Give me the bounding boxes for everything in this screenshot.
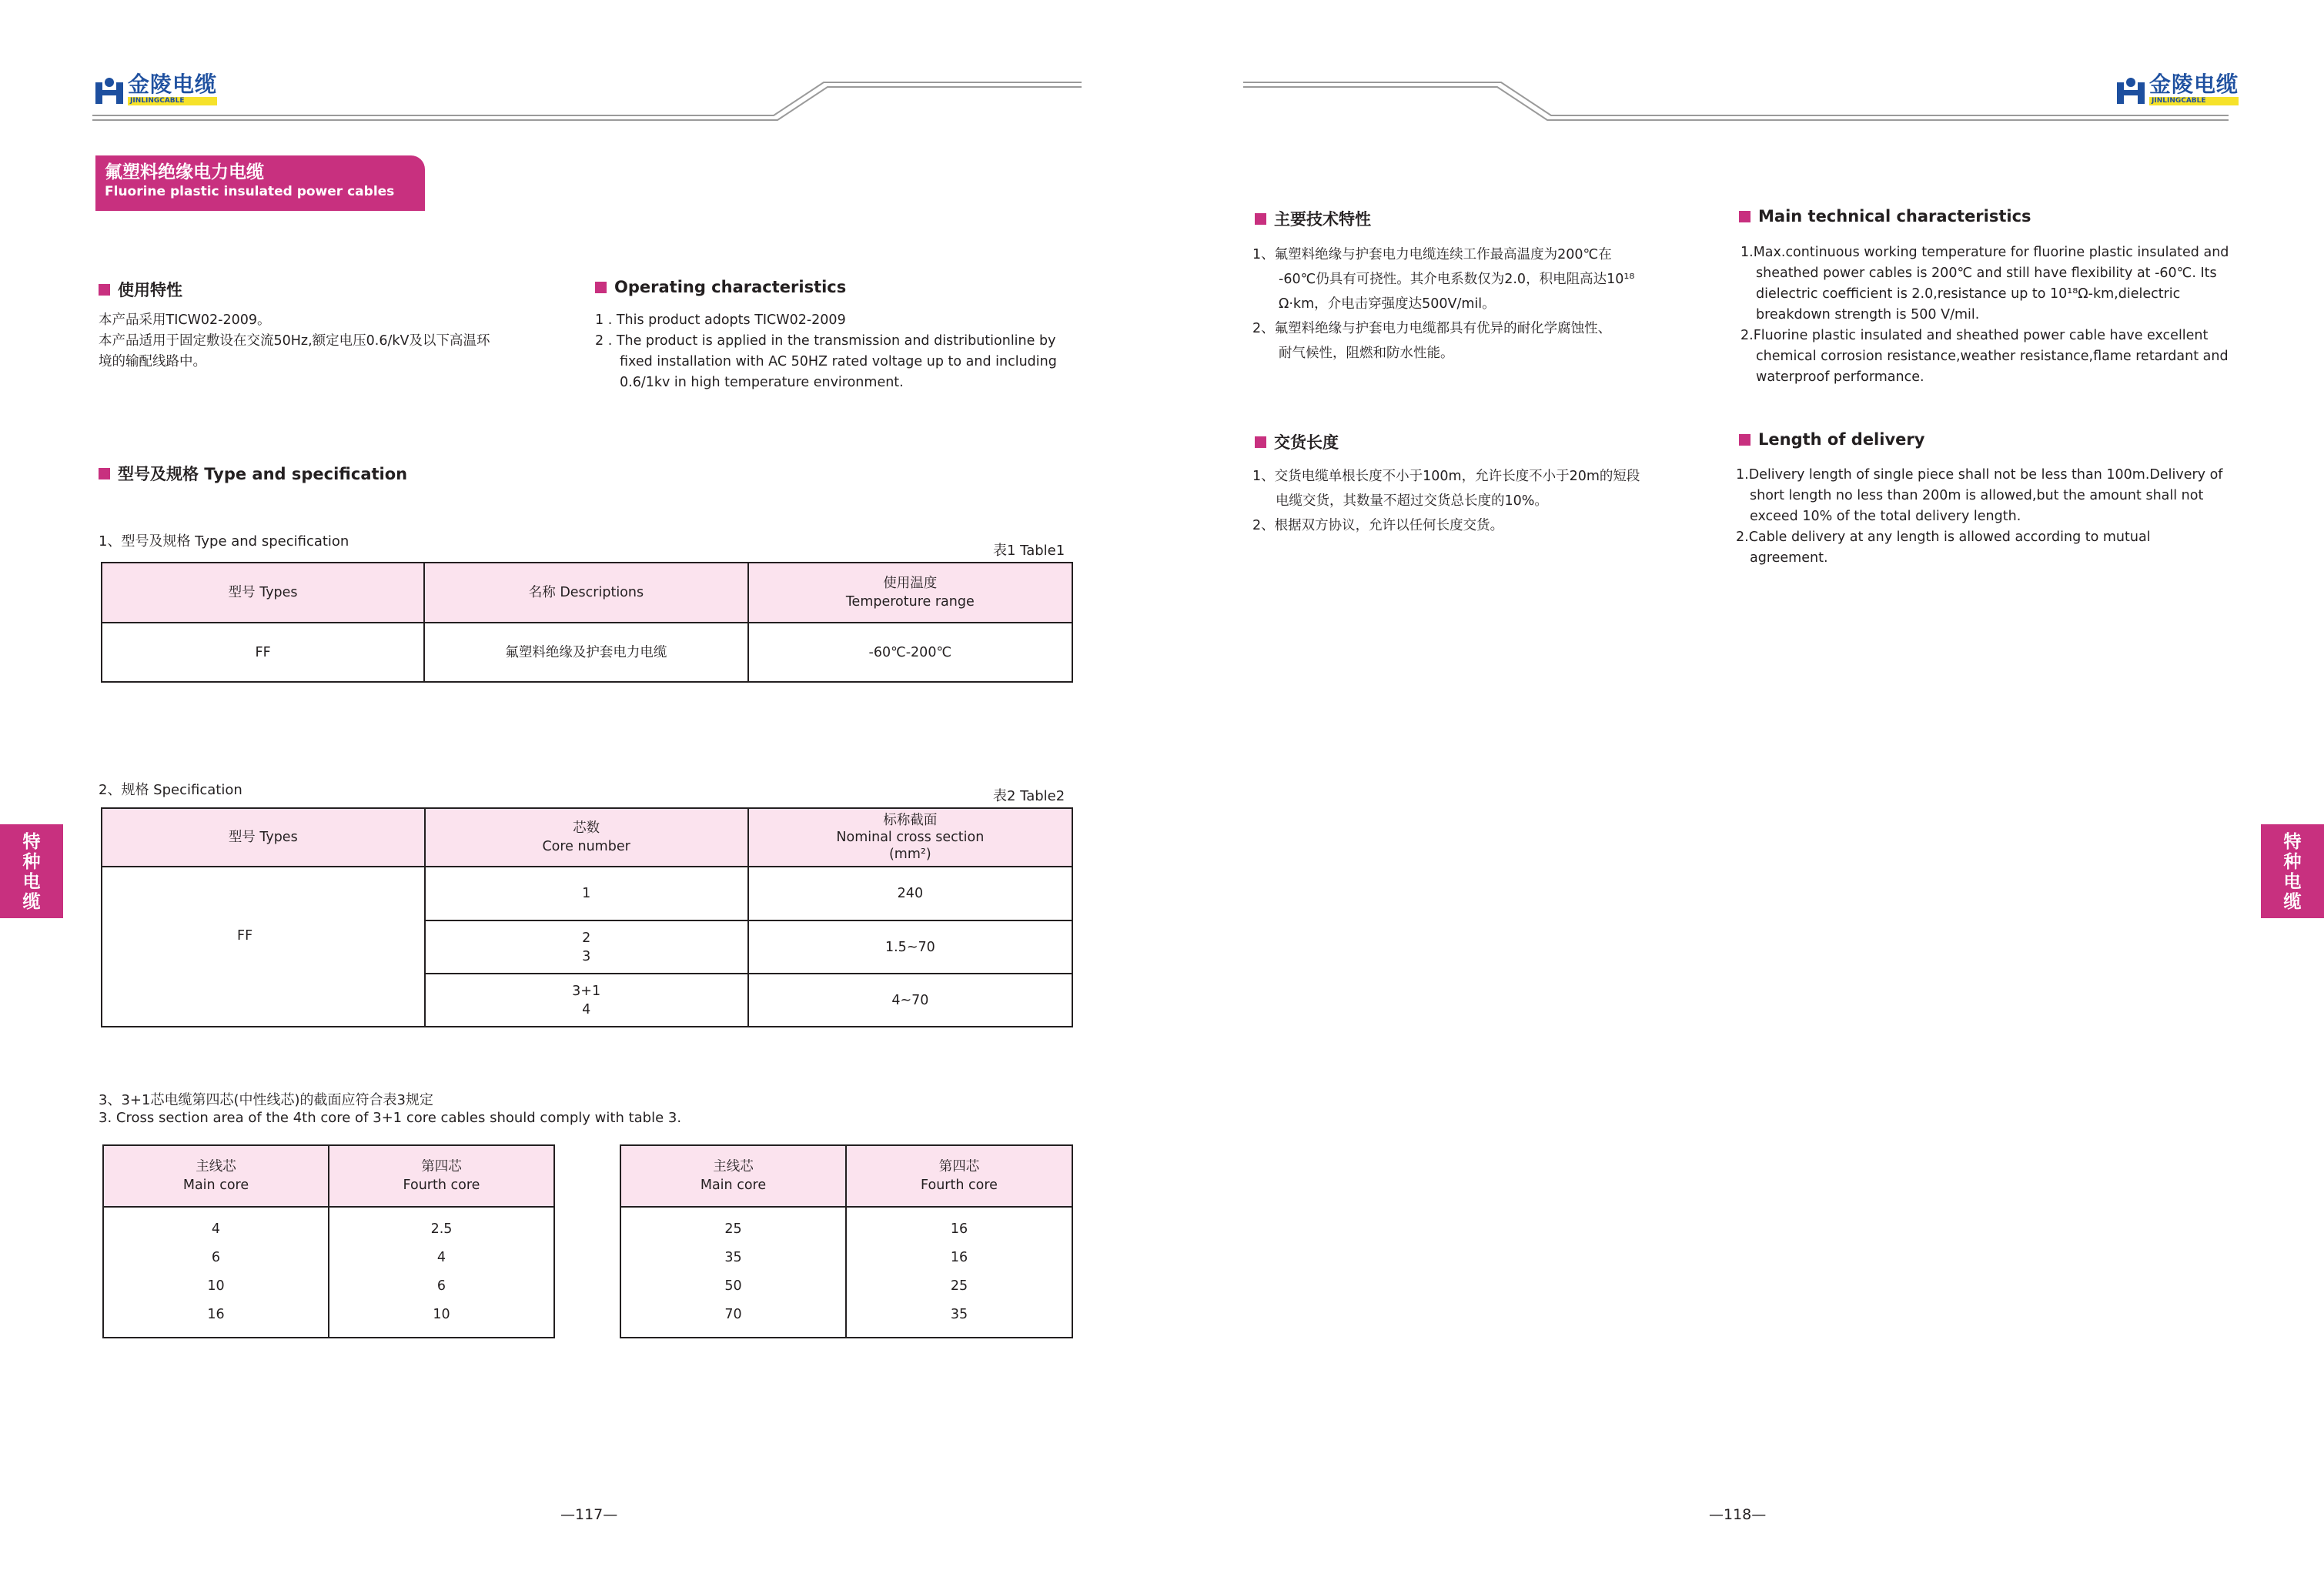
table-3-left xyxy=(102,1144,555,1338)
brand-name-cn: 金陵电缆 xyxy=(2149,72,2239,97)
bullet-square-icon xyxy=(99,468,110,479)
table2-cell: 240 xyxy=(748,867,1072,920)
table-3-right xyxy=(620,1144,1073,1338)
tech-text-cn: 1、氟塑料绝缘与护套电力电缆连续工作最高温度为200℃在 -60℃仍具有可挠性。其介电系数仅为2.0，积电阻高达10¹⁸ Ω·km，介电击穿强度达500V/mil。 2、氟塑料绝缘与护套电力电缆都具有优异的耐化学腐蚀性、 耐气候性，阻燃和防水性能。 xyxy=(1252,247,1635,361)
delivery-text-en: 1.Delivery length of single piece shall not be less than 100m.Delivery of short length no less than 200m is allowed,but the amount shall not exceed 10% of the total delivery length. 2.Cable delivery at any length is allowed according to mutual agreement. xyxy=(1736,467,2223,566)
tech-heading-en: Main technical characteristics xyxy=(1739,207,2031,226)
table2-header-cross-section: 标称截面 Nominal cross section (mm²) xyxy=(748,808,1072,867)
table3-main-core-values: 25 35 50 70 xyxy=(620,1207,846,1338)
table3-header-fourth-core: 第四芯 Fourth core xyxy=(846,1145,1072,1207)
bullet-square-icon xyxy=(1255,436,1266,448)
type-spec-heading: 型号及规格 Type and specification xyxy=(99,462,407,485)
table2-cell: 1 xyxy=(425,867,748,920)
brand-name-en: JINLINGCABLE xyxy=(2149,97,2239,105)
bullet-square-icon xyxy=(99,284,110,296)
brand-logo-left xyxy=(94,74,217,105)
table1-cell: FF xyxy=(102,623,424,682)
logo-icon xyxy=(2115,75,2146,105)
table3-header-main-core: 主线芯 Main core xyxy=(620,1145,846,1207)
tech-text-en: 1.Max.continuous working temperature for fluorine plastic insulated and sheathed power cables is 200℃ and still have flexibility at -60℃. Its dielectric coefficient is 2.0,resistance up to 10¹⁸Ω-km,dielectric breakdown strength is 500 V/mil. 2.Fluorine plastic insulated and sheathed power cable have excellent chemical corrosion resistance,weather resistance,flame retardant and waterproof performance. xyxy=(1740,245,2229,385)
usage-heading: 使用特性 xyxy=(99,278,182,301)
table2-cell: 2 3 xyxy=(425,920,748,974)
bullet-square-icon xyxy=(1739,211,1751,222)
table2-cell: 4~70 xyxy=(748,974,1072,1027)
side-tab-left: 特 种 电 缆 xyxy=(0,824,63,918)
page-title xyxy=(95,155,425,211)
brand-name-cn: 金陵电缆 xyxy=(128,72,218,97)
table1-header-temperature: 使用温度 Temperoture range xyxy=(748,563,1072,623)
table2-label: 表2 Table2 xyxy=(993,788,1065,804)
page-title-cn: 氟塑料绝缘电力电缆 xyxy=(105,162,264,182)
bullet-square-icon xyxy=(595,282,607,293)
logo-icon xyxy=(94,75,125,105)
delivery-heading-en: Length of delivery xyxy=(1739,430,1924,449)
table3-fourth-core-values: 16 16 25 35 xyxy=(846,1207,1072,1338)
brand-logo-right xyxy=(2115,74,2239,105)
delivery-text-cn: 1、交货电缆单根长度不小于100m，允许长度不小于20m的短段 电缆交货，其数量不超过交货总长度的10%。 2、根据双方协议，允许以任何长度交货。 xyxy=(1252,469,1640,533)
table2-header-core-number: 芯数 Core number xyxy=(425,808,748,867)
table1-cell: -60℃-200℃ xyxy=(748,623,1072,682)
table1-header-types: 型号 Types xyxy=(102,563,424,623)
table1-label: 表1 Table1 xyxy=(993,543,1065,559)
table3-header-main-core: 主线芯 Main core xyxy=(103,1145,329,1207)
delivery-heading-cn: 交货长度 xyxy=(1255,430,1339,453)
usage-text: 本产品采用TICW02-2009。 本产品适用于固定敷设在交流50Hz,额定电压0.6/kV及以下高温环 境的输配线路中。 xyxy=(99,312,490,369)
header-lines xyxy=(0,0,2324,123)
table2-cell: 1.5~70 xyxy=(748,920,1072,974)
table3-caption-en: 3. Cross section area of the 4th core of 3+1 core cables should comply with table 3. xyxy=(99,1110,682,1126)
brand-name-en: JINLINGCABLE xyxy=(128,97,217,105)
table-2 xyxy=(101,807,1073,1027)
table3-header-fourth-core: 第四芯 Fourth core xyxy=(329,1145,554,1207)
table1-caption: 1、型号及规格 Type and specification xyxy=(99,533,349,550)
page-number-left: —117— xyxy=(560,1506,618,1523)
operating-text: 1 . This product adopts TICW02-2009 2 . The product is applied in the transmission and distributionline by fixed installation with AC 50HZ rated voltage up to and including 0.6/1kv in high temperature environment. xyxy=(595,312,1057,390)
operating-heading: Operating characteristics xyxy=(595,278,846,296)
page-title-en: Fluorine plastic insulated power cables xyxy=(105,183,395,199)
table1-cell: 氟塑料绝缘及护套电力电缆 xyxy=(424,623,747,682)
table3-main-core-values: 4 6 10 16 xyxy=(103,1207,329,1338)
tech-heading-cn: 主要技术特性 xyxy=(1255,207,1371,230)
table2-caption: 2、规格 Specification xyxy=(99,782,242,798)
table3-fourth-core-values: 2.5 4 6 10 xyxy=(329,1207,554,1338)
side-tab-right: 特 种 电 缆 xyxy=(2261,824,2324,918)
bullet-square-icon xyxy=(1255,213,1266,225)
table2-cell: 3+1 4 xyxy=(425,974,748,1027)
page-number-right: —118— xyxy=(1709,1506,1767,1523)
table2-cell-type: FF xyxy=(102,867,425,1027)
bullet-square-icon xyxy=(1739,434,1751,446)
table3-caption-cn: 3、3+1芯电缆第四芯(中性线芯)的截面应符合表3规定 xyxy=(99,1092,433,1108)
table2-header-types: 型号 Types xyxy=(102,808,425,867)
table-1 xyxy=(101,562,1073,683)
table1-header-descriptions: 名称 Descriptions xyxy=(424,563,747,623)
